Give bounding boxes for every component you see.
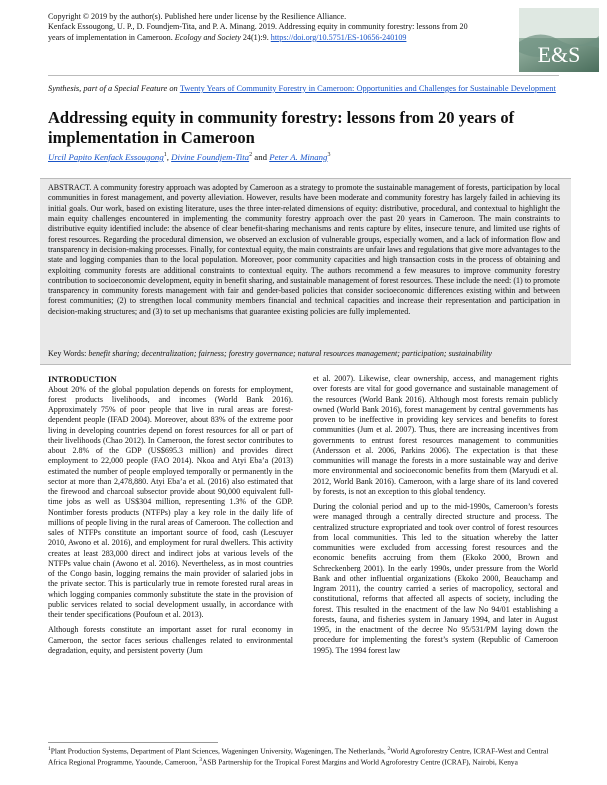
author-and: and [252,151,270,162]
author-affiliation-mark: 2 [249,152,253,158]
author-link[interactable]: Urcil Papito Kenfack Essougong [48,151,164,162]
keywords-label: Key Words: [48,349,89,358]
logo-text: E&S [537,42,581,67]
keywords [48,349,560,359]
citation-line-2 [48,33,518,43]
section-heading-introduction: INTRODUCTION [48,374,117,384]
header-divider [48,75,559,76]
author-list [48,150,559,163]
journal-logo [519,8,599,72]
citation-title-end: years of implementation in Cameroon. [48,32,175,42]
copyright-line: Copyright © 2019 by the author(s). Published here under license by the Resilience Alliance. [48,12,347,21]
body-paragraph: et al. 2007). Likewise, clear ownership, access, and management rights over forests are vital for good governance and sustainable management of the resources (World Bank 2016). Although most forests remain publicly owned (World Bank 2016), forest management by central governments has proven to be ineffective in providing key services and benefits to forest communities (Jum et al. 2007). Thus, there are increasing incentives from governments to entrust forest resources management to communities (Andersson et al. 2006, Parkins 2006). The expectation is that these communities will manage the forests in a more sustainable way and derive more environmental and socioeconomic benefits from them (Maryudi et al. 2012, World Bank 2016). Cameroon, with a large share of its land covered by forests, is not an exception to this global tendency. [313,374,558,496]
keywords-list: benefit sharing; decentralization; fairness; forestry governance; natural resources management; participation; sustainability [88,349,492,358]
body-paragraph: About 20% of the global population depends on forests for employment, forest products livelihoods, and incomes (World Bank 2016). Approximately 75% of poor people that live in rural areas are forest-dependent people (IFAD 2004). Moreover, about 83% of the extreme poor living in developing countries depend on forest resources for all or part of their livelihoods (Chao 2012). In Cameroon, the forest sector contributes to about 2.8% of the GDP (US$695.3 million) and provides direct employment to 22,000 people (FAO 2014). Nkoa and Atyi Eba’a (2013) estimated the number of people employed temporally or permanently in the sector at more than 2,478,880. Atyi Eba’a et al. (2016) also estimated that the firewood and charcoal subsector provide about 90,000 equivalent full-time jobs as well as US$304 million, representing 1.3% of the GDP. Nontimber forests products (NTFPs) play a key role in the daily life of millions of people living in the rural areas of Cameroon. The collection and sales of NTFPs constitute an important source of food, cash (Lescuyer 2010, Awono et al. 2016), and employment for rural dwellers. This activity creates at least 283,000 direct and indirect jobs at various levels of the NTFPs value chain (Awono et al. 2016). Nevertheless, as in most countries of the Congo basin, logging remains the main provider of salaried jobs in the private sector. This is particularly true in remote forested rural areas in which logging companies commonly substitute the state in the provision of public services related to social development usually, in accordance with their tender specifications (Poufoun et al. 2013). [48,384,293,619]
body-column-right [313,374,558,661]
article-title: Addressing equity in community forestry: lessons from 20 years of implementation in Cameroon [48,108,515,147]
article-type: Synthesis [48,84,80,93]
affiliations-footnote [48,745,560,767]
abstract-text: ABSTRACT. A community forestry approach was adopted by Cameroon as a strategy to promote the sustainable management of forests, participation by local communities in forest management, and poverty alleviation. However, results have been moderate and community forestry has largely failed in achieving its initial goals. Our work, based on existing literature, uses the three inter-related dimensions of equity: distributive, procedural, and contextual to highlight the main equity challenges encountered in implementing the community forestry approach over the past 20 years in Cameroon. The main constraints to distributive equity identified include: the absence of clear benefit-sharing mechanisms and rents capture by elites, insecure tenure, and limited use rights of forest resources. Regarding the procedural dimension, we observed an exclusion of vulnerable groups, especially women, and a lack of information flow and transparency in decision-making processes. Finally, for contextual equity, the main constraints are unfair laws and regulations that give more advantages to the state and logging companies than to the local population. Moreover, poor community capacities and high transaction costs in the process of obtaining and exploiting community forests are additional constraints to contextual equity. The authors recommend a few measures to improve community forestry contribution to socioeconomic development, equity in benefit sharing, and sustainable management of forest resources. These include the need: (1) to promote transparency in community forests management with fair and gender-based policies that consider socioeconomic differences existing within and between forest communities; (2) to strengthen local community members financial and technical capacities and increase their representation and participation in decision-making structures; and (3) to set up mechanisms that guarantee existing policies are fully implemented. [48,183,560,316]
special-feature-prefix: , part of a Special Feature on [79,84,180,93]
footnote-mark: 1 [48,746,51,752]
body-paragraph: During the colonial period and up to the mid-1990s, Cameroon’s forests were managed through a centrally directed structure and process. The centralized structure expropriated and took over control of forest resources from local communities. This led to the situation whereby the latter communities were excluded from accessing forest resources and the economic benefits accruing from them (Ekoko 2000, Brown and Schreckenberg 2001). In the early 1990s, under pressure from the World Bank and other influential organizations (Ekoko 2000, Beauchamp and Ingram 2011), the country carried a series of macropolicy, sectoral and constitutional, reforms that affected all aspects of society, including the forest. This resulted in the enactment of the law No 94/01 establishing a forests, fauna, and fisheries system in January 1994, and later in August 1995, in the enactment of the decree No 95/531/PM laying down the procedure for implementing the forest’s system (Republic of Cameroon 1995). The 1994 forest law [313,502,558,655]
citation-volume: 24(1):9. [240,32,271,42]
author-link[interactable]: Peter A. Minang [269,151,328,162]
affiliation-3: ASB Partnership for the Tropical Forest Margins and World Agroforestry Centre (ICRAF), Nairobi, Kenya [202,757,518,767]
body-paragraph: Although forests constitute an important asset for rural economy in Cameroon, the sector faces serious challenges related to environmental degradation, equity, and persistent poverty (Jum [48,625,293,655]
footnote-mark: 2 [387,746,391,752]
body-column-left [48,374,293,661]
doi-link[interactable]: https://doi.org/10.5751/ES-10656-240109 [270,32,407,42]
citation-line: Kenfack Essougong, U. P., D. Foundjem-Tita, and P. A. Minang. 2019. Addressing equity in community forestry: lessons from 20 [48,22,468,32]
journal-name: Ecology and Society [174,32,241,42]
author-separator: , [166,151,172,162]
special-feature-line [48,84,559,95]
affiliation-1: Plant Production Systems, Department of Plant Sciences, Wageningen University, Wageningen, The Netherlands, [50,746,388,756]
author-affiliation-mark: 1 [163,152,167,158]
author-affiliation-mark: 3 [327,152,331,158]
footnote-mark: 3 [199,756,203,763]
citation-header [48,12,518,43]
footnote-divider [48,742,218,743]
affiliation-2: World Agroforestry Centre, ICRAF-West and Central Africa Regional Programme, Yaounde, Cameroon, [48,746,549,767]
special-feature-link[interactable]: Twenty Years of Community Forestry in Cameroon: Opportunities and Challenges for Sustainable Development [179,84,556,93]
author-link[interactable]: Divine Foundjem-Tita [171,151,250,162]
